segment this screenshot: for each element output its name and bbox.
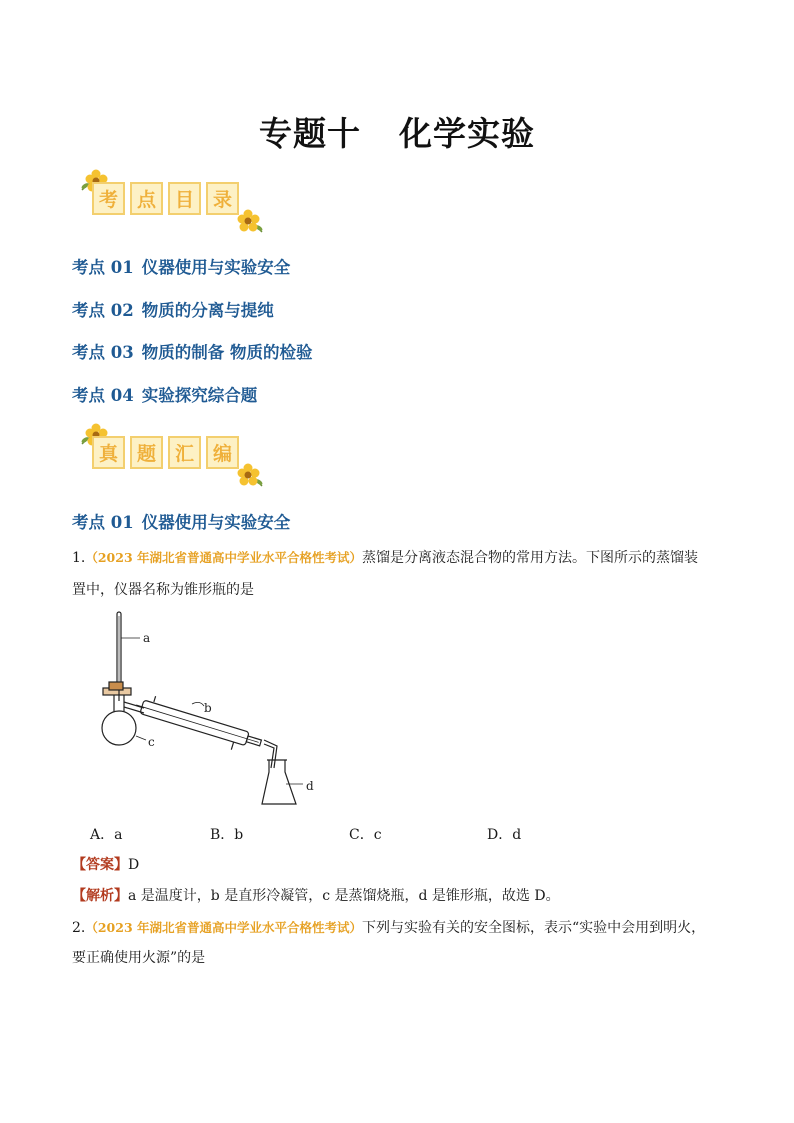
q1-stem-line2: 置中，仪器名称为锥形瓶的是: [72, 582, 254, 598]
badge-char: 真: [92, 436, 125, 469]
section-heading: 考点 01 仪器使用与实验安全: [72, 513, 291, 532]
toc-item-01[interactable]: 考点 01 仪器使用与实验安全: [72, 258, 291, 277]
toc-item-04[interactable]: 考点 04 实验探究综合题: [72, 386, 258, 405]
conical-flask: [262, 760, 296, 804]
label-b: b: [204, 701, 212, 715]
badge-char: 目: [168, 182, 201, 215]
page-title: [0, 108, 794, 155]
flower-icon: [236, 462, 264, 490]
q1-option-a[interactable]: A．a: [90, 827, 123, 843]
toc-item-03[interactable]: 考点 03 物质的制备 物质的检验: [72, 343, 313, 362]
q1-answer: 【答案】D: [72, 857, 140, 873]
q2-source: （2023 年湖北省普通高中学业水平合格性考试）: [85, 920, 363, 935]
badge-char: 录: [206, 182, 239, 215]
q1-option-d[interactable]: D．d: [487, 827, 522, 843]
q1-stem: 1.（2023 年湖北省普通高中学业水平合格性考试）蒸馏是分离液态混合物的常用方法。下图所示的蒸馏装: [72, 550, 699, 566]
badge-char: 编: [206, 436, 239, 469]
label-a: a: [143, 631, 151, 645]
title-part2: 化学实验: [399, 114, 535, 153]
badge-char: 汇: [168, 436, 201, 469]
label-d: d: [306, 779, 314, 793]
q1-option-b[interactable]: B．b: [210, 827, 244, 843]
distillation-apparatus: [96, 608, 336, 814]
title-part1: 专题十: [259, 114, 361, 153]
q1-option-c[interactable]: C．c: [349, 827, 382, 843]
q1-analysis: 【解析】a 是温度计，b 是直形冷凝管，c 是蒸馏烧瓶，d 是锥形瓶，故选 D。: [72, 888, 560, 904]
q2-stem: 2.（2023 年湖北省普通高中学业水平合格性考试）下列与实验有关的安全图标，表示“实验中会用到明火，: [72, 920, 706, 936]
q2-stem-line2: 要正确使用火源”的是: [72, 950, 206, 966]
flower-icon: [236, 208, 264, 236]
badge-char: 题: [130, 436, 163, 469]
toc-item-02[interactable]: 考点 02 物质的分离与提纯: [72, 301, 274, 320]
label-c: c: [148, 735, 155, 749]
badge-char: 点: [130, 182, 163, 215]
badge-char: 考: [92, 182, 125, 215]
distilling-flask: [102, 711, 136, 745]
q1-source: （2023 年湖北省普通高中学业水平合格性考试）: [85, 550, 363, 565]
